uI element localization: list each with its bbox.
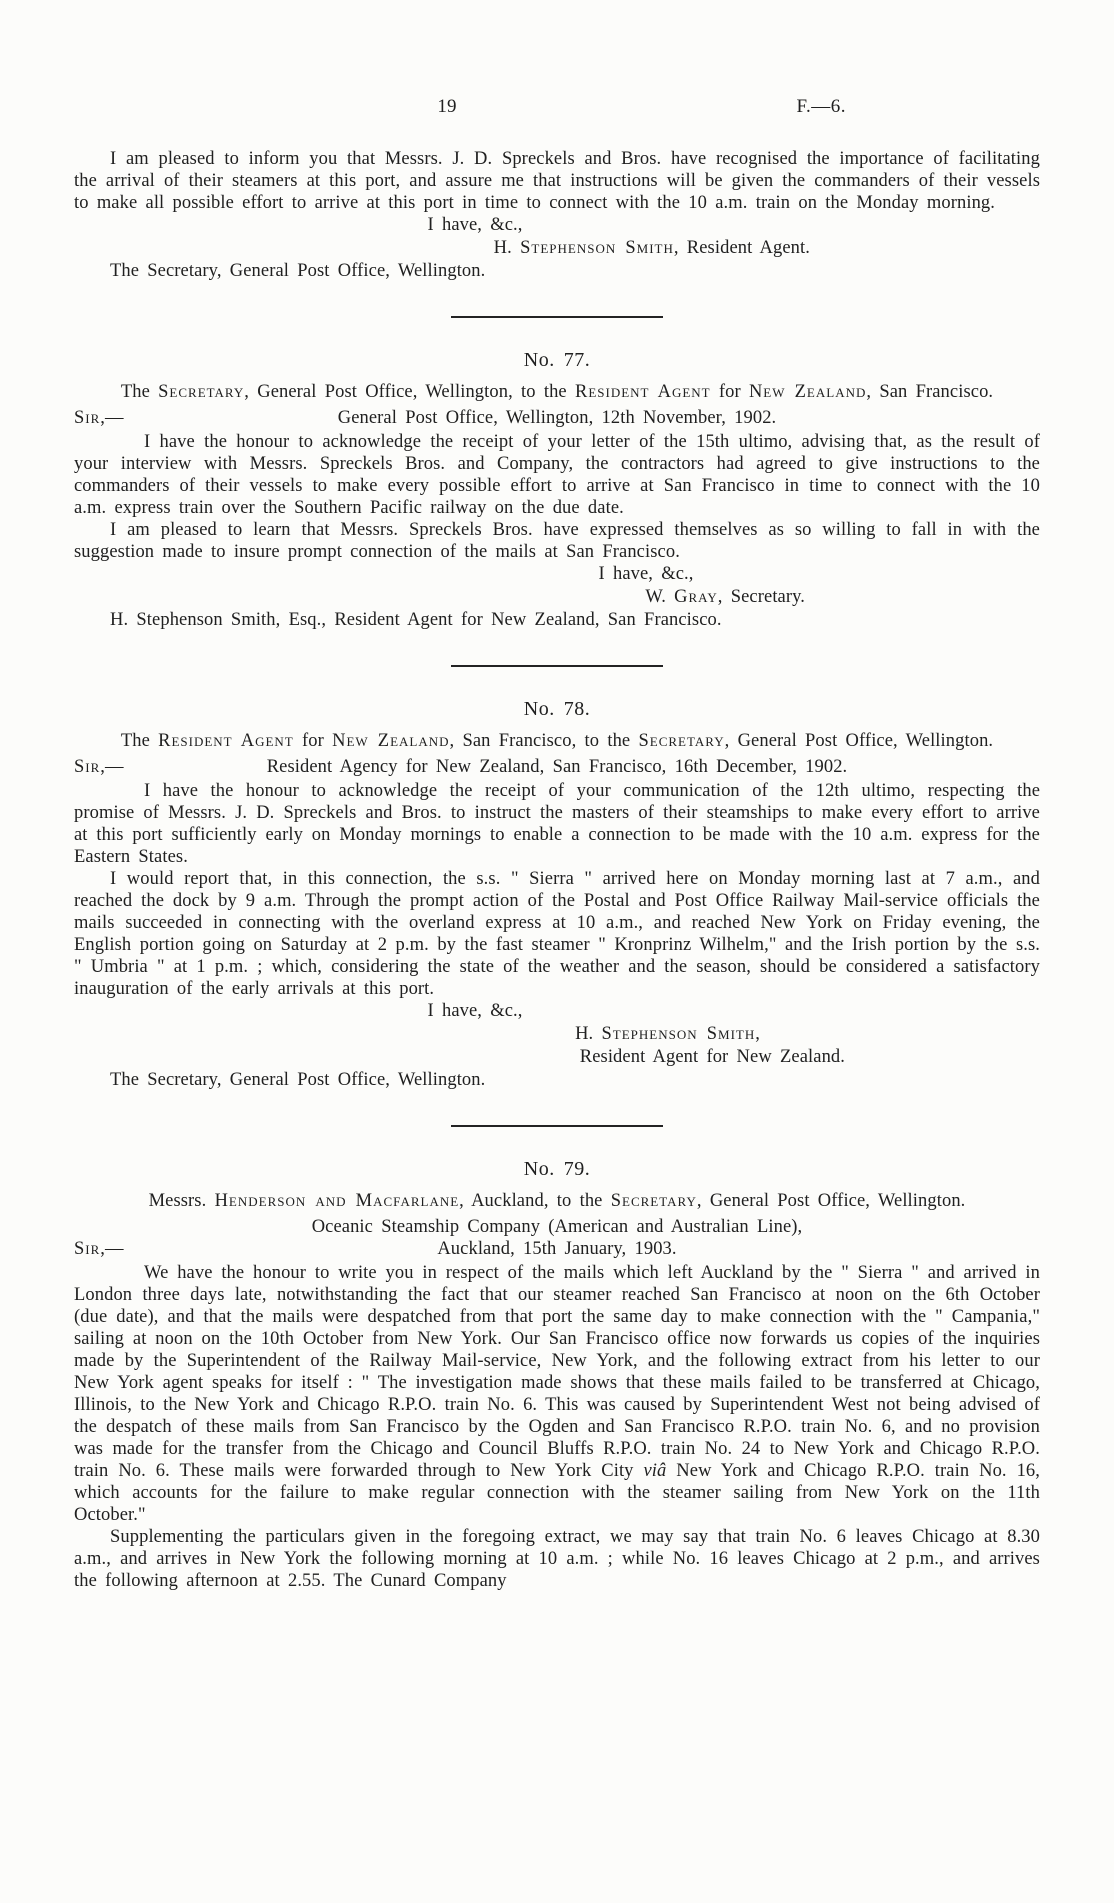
salutation: Sir,— bbox=[74, 408, 124, 428]
folio-reference: F.—6. bbox=[796, 96, 846, 117]
letter-no-78 bbox=[74, 698, 1040, 1092]
company-line: Oceanic Steamship Company (American and Australian Line), bbox=[311, 1217, 803, 1237]
paragraph: I have the honour to acknowledge the receipt of your communication of the 12th ultimo, respecting the promise of Messrs. J. D. Spreckels and Bros. to instruct the masters of their steamships to make every effort to arrive at this port sufficiently early on Monday mornings to enable a connection to be made with the 10 a.m. express for the Eastern States. bbox=[74, 781, 1040, 867]
paragraph: I am pleased to learn that Messrs. Spreckels Bros. have expressed themselves as so willing to fall in with the suggestion made to insure prompt connection of the mails at San Francisco. bbox=[74, 520, 1040, 562]
dateline: Auckland, 15th January, 1903. bbox=[437, 1239, 677, 1259]
valediction: I have, &c., bbox=[427, 215, 523, 235]
addressee-line: The Secretary, General Post Office, Wellington. bbox=[110, 1070, 486, 1090]
paragraph: Supplementing the particulars given in the foregoing extract, we may say that train No. 6 leaves Chicago at 8.30 a.m., and arrives in New York the following morning at 10 a.m. ; while No. 16 leaves Chicago at 2 p.m., and arrives the following afternoon at 2.55. The Cunard Company bbox=[74, 1527, 1040, 1591]
paragraph: I am pleased to inform you that Messrs. J. D. Spreckels and Bros. have recognised the importance of facilitating the arrival of their steamers at this port, and assure me that instructions will be given the commanders of their vessels to make all possible effort to arrive at this port in time to connect with the 10 a.m. train on the Monday morning. bbox=[74, 149, 1040, 213]
paragraph: We have the honour to write you in respect of the mails which left Auckland by the " Sierra " and arrived in London three days late, notwithstanding the fact that our steamer reached San Francisco at noon on the 6th October (due date), and that the mails were despatched from that port the same day to make connection with the " Campania," sailing at noon on the 10th October from New York. Our San Francisco office now forwards us copies of the inquiries made by the Superintendent of the Railway Mail-service, New York, and the following extract from his letter to our New York agent speaks for itself : " The investigation made shows that these mails failed to be transferred at Chicago, Illinois, to the New York and Chicago R.P.O. train No. 6. This was caused by Superintendent West not being advised of the despatch of these mails from San Francisco by the Ogden and San Francisco R.P.O. train No. 6, and no provision was made for the transfer from the Chicago and Council Bluffs R.P.O. train No. 24 to New York and Chicago R.P.O. train No. 6. These mails were forwarded through to New York City viâ New York and Chicago R.P.O. train No. 16, which accounts for the failure to make regular connection with the steamer sailing from New York on the 11th October." bbox=[74, 1263, 1040, 1525]
dateline: Resident Agency for New Zealand, San Francisco, 16th December, 1902. bbox=[266, 757, 848, 777]
page-header bbox=[74, 96, 1040, 122]
paragraph: I have the honour to acknowledge the receipt of your letter of the 15th ultimo, advising that, as the result of your interview with Messrs. Spreckels Bros. and Company, the contractors had agreed to give instructions to the commanders of their vessels to make every possible effort to arrive at San Francisco in time to connect with the 10 a.m. express train over the Southern Pacific railway on the due date. bbox=[74, 432, 1040, 518]
dateline-row bbox=[74, 756, 1040, 778]
letter-heading: The Resident Agent for New Zealand, San Francisco, to the Secretary, General Post Office, Wellington. bbox=[120, 731, 994, 751]
letter-continuation bbox=[74, 148, 1040, 283]
signature-title: Resident Agent for New Zealand. bbox=[579, 1047, 845, 1067]
section-divider bbox=[451, 1125, 663, 1127]
signature: H. Stephenson Smith, Resident Agent. bbox=[493, 238, 810, 258]
letter-heading: The Secretary, General Post Office, Wellington, to the Resident Agent for New Zealand, San Francisco. bbox=[120, 382, 994, 402]
page-number: 19 bbox=[437, 96, 457, 117]
letter-no-79 bbox=[74, 1158, 1040, 1592]
dateline-row bbox=[74, 1238, 1040, 1260]
letter-number: No. 79. bbox=[523, 1158, 591, 1180]
letter-number: No. 78. bbox=[523, 698, 591, 720]
letter-number: No. 77. bbox=[523, 349, 591, 371]
salutation: Sir,— bbox=[74, 1239, 124, 1259]
letter-no-77 bbox=[74, 349, 1040, 632]
paragraph: I would report that, in this connection, the s.s. " Sierra " arrived here on Monday morning last at 7 a.m., and reached the dock by 9 a.m. Through the prompt action of the Postal and Post Office Railway Mail-service officials the mails succeeded in connecting with the overland express at 10 a.m., and reached New York on Friday evening, the English portion going on Saturday at 2 p.m. by the fast steamer " Kronprinz Wilhelm," and the Irish portion by the s.s. " Umbria " at 1 p.m. ; which, considering the state of the weather and the season, should be considered a satisfactory inauguration of the early arrivals at this port. bbox=[74, 869, 1040, 999]
section-divider bbox=[451, 316, 663, 318]
addressee-line: H. Stephenson Smith, Esq., Resident Agent for New Zealand, San Francisco. bbox=[110, 610, 722, 630]
signature: W. Gray, Secretary. bbox=[645, 587, 805, 607]
letter-heading: Messrs. Henderson and Macfarlane, Auckland, to the Secretary, General Post Office, Wellington. bbox=[148, 1191, 966, 1211]
valediction: I have, &c., bbox=[427, 1001, 523, 1021]
valediction: I have, &c., bbox=[598, 564, 694, 584]
addressee-line: The Secretary, General Post Office, Wellington. bbox=[110, 261, 486, 281]
salutation: Sir,— bbox=[74, 757, 124, 777]
signature: H. Stephenson Smith, bbox=[575, 1024, 760, 1044]
dateline: General Post Office, Wellington, 12th November, 1902. bbox=[337, 408, 777, 428]
dateline-row bbox=[74, 407, 1040, 429]
section-divider bbox=[451, 665, 663, 667]
